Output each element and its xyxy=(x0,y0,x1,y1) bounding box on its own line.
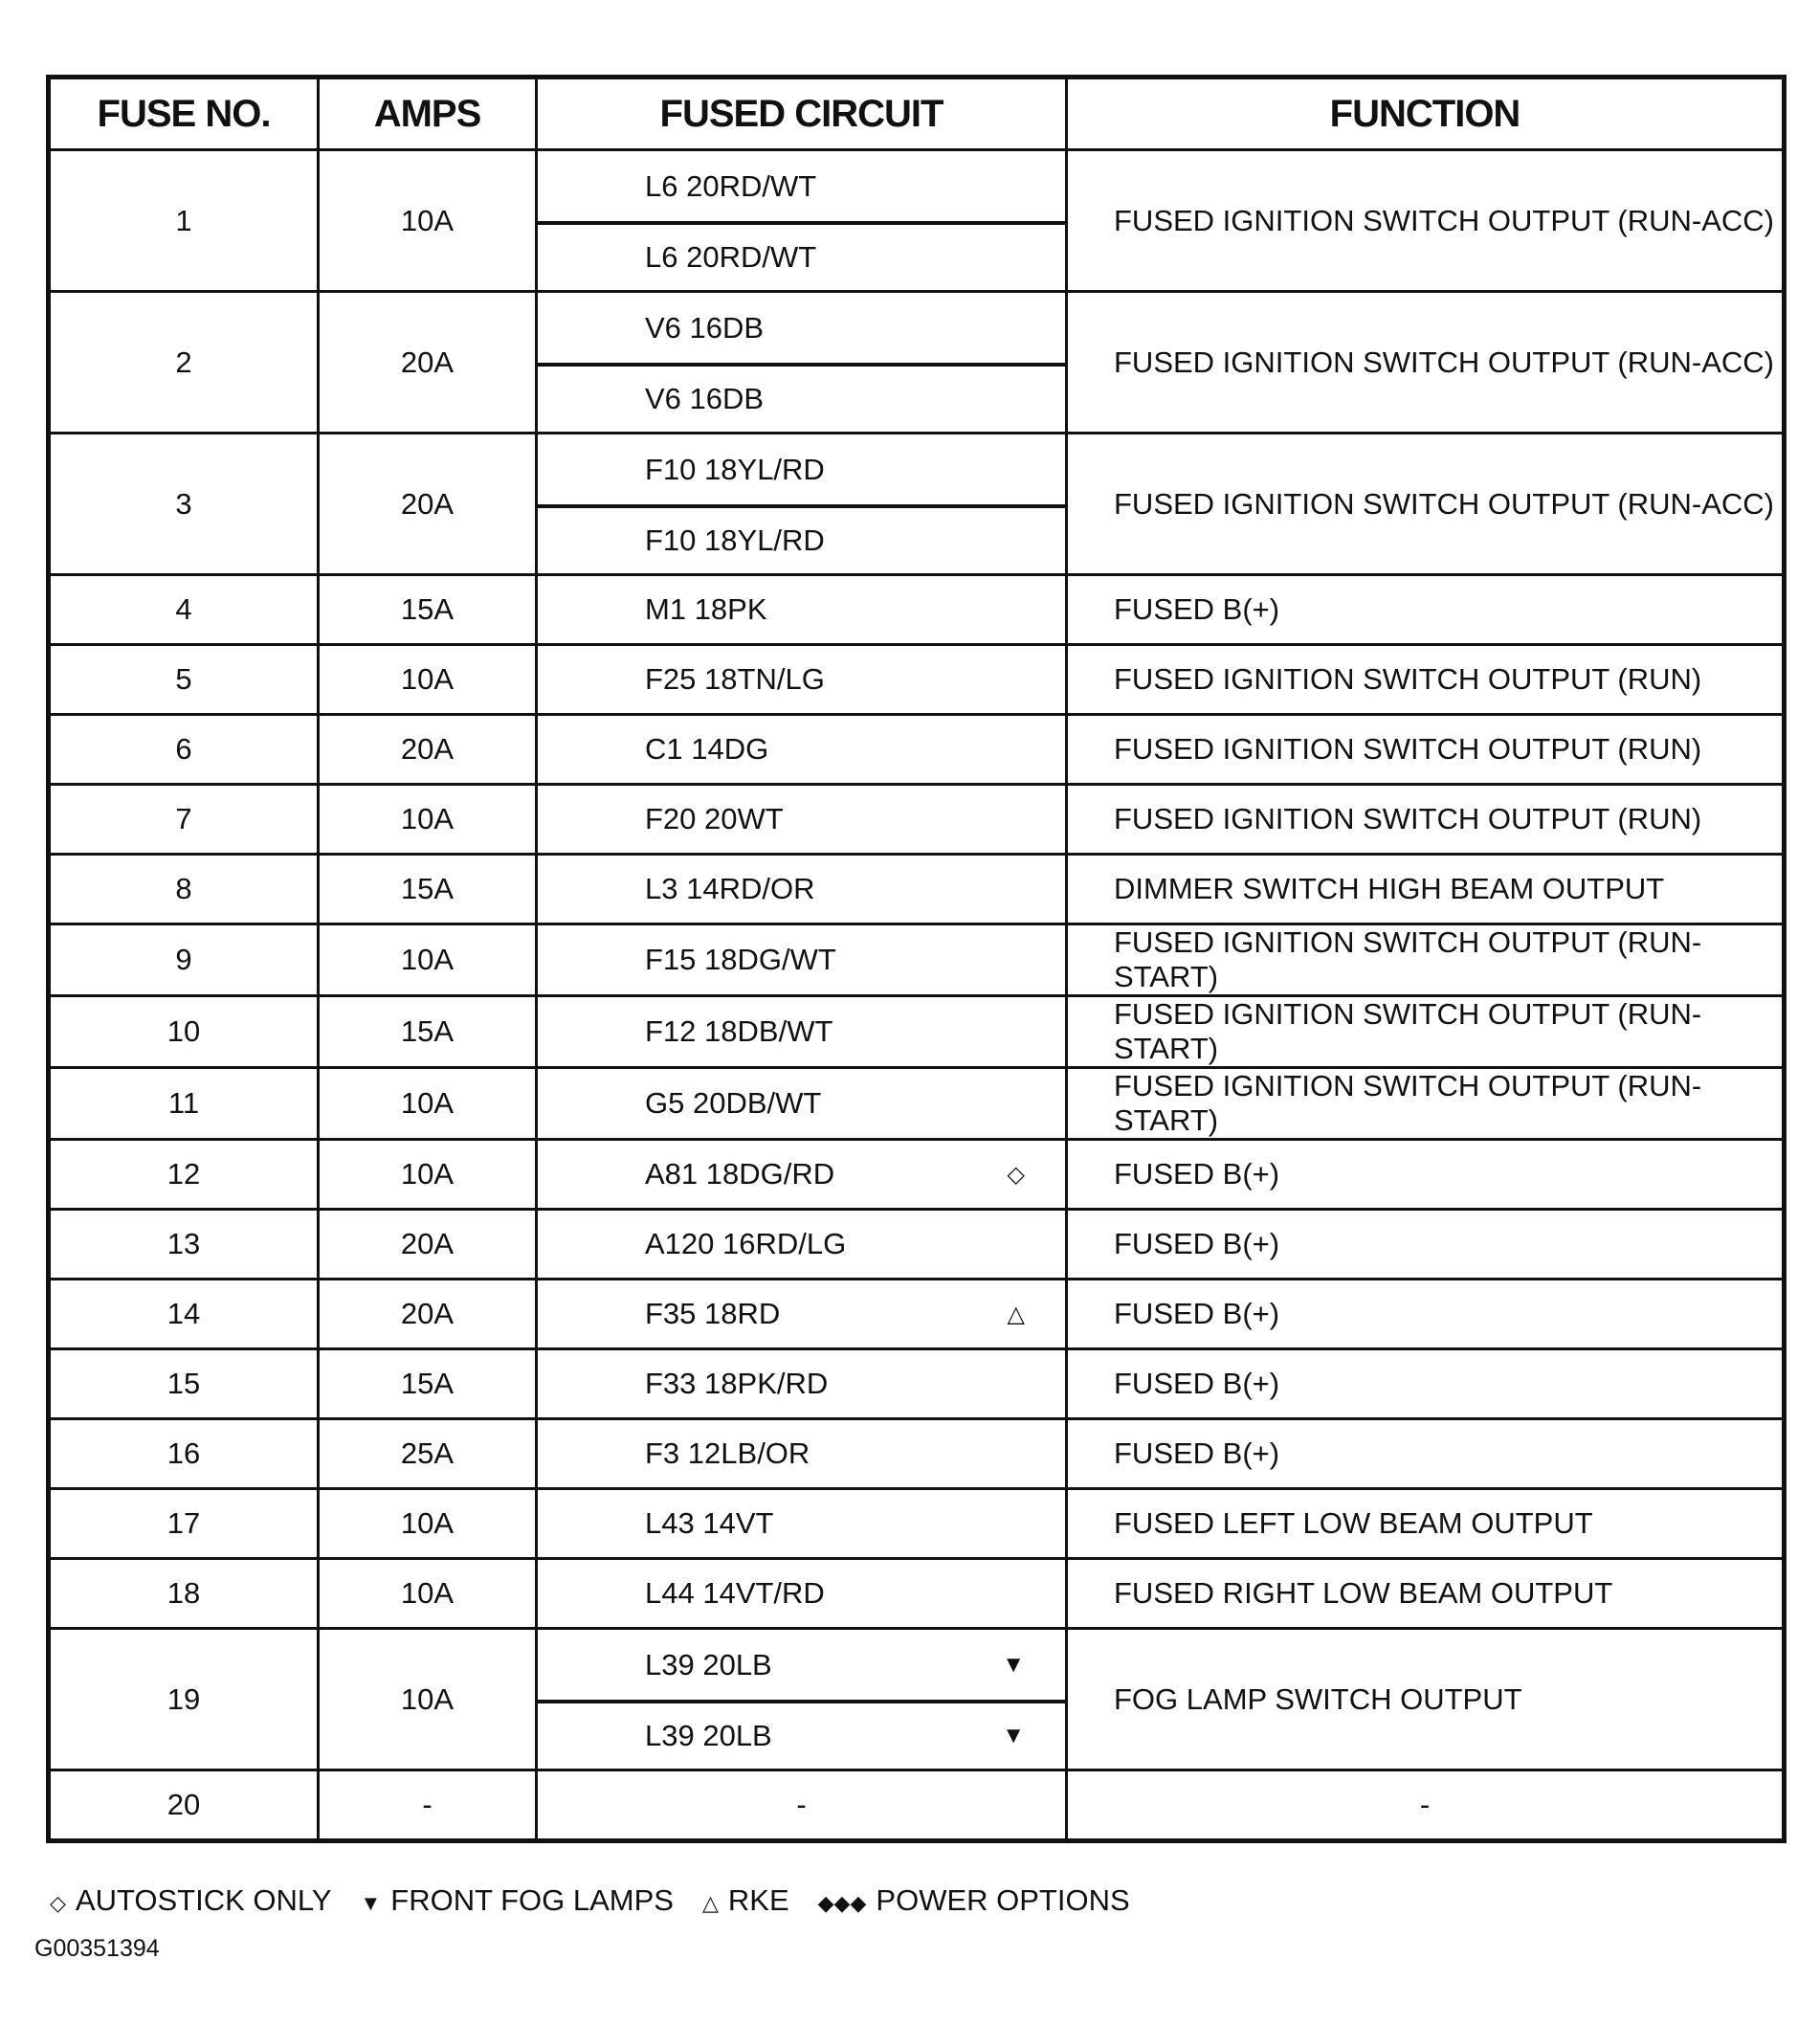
triangle-down-filled-icon: ▼ xyxy=(1002,1651,1025,1678)
amps-cell: 15A xyxy=(319,996,537,1068)
header-function: FUNCTION xyxy=(1067,78,1785,150)
circuit-line xyxy=(538,363,1065,432)
fuse-number-cell: 12 xyxy=(49,1140,319,1210)
amps-cell: 15A xyxy=(319,575,537,645)
fuse-number-cell: 6 xyxy=(49,715,319,785)
fused-circuit-cell xyxy=(537,1210,1067,1280)
fused-circuit-cell xyxy=(537,575,1067,645)
fused-circuit-cell xyxy=(537,1349,1067,1419)
fused-circuit-cell xyxy=(537,1280,1067,1349)
legend-label: AUTOSTICK ONLY xyxy=(75,1883,332,1917)
circuit-code: L6 20RD/WT xyxy=(645,239,817,274)
circuit-code: C1 14DG xyxy=(645,732,769,766)
amps-cell: 10A xyxy=(319,645,537,715)
amps-cell: 15A xyxy=(319,855,537,924)
circuit-line xyxy=(538,1560,1065,1627)
fused-circuit-cell xyxy=(537,1419,1067,1489)
legend-label: FRONT FOG LAMPS xyxy=(390,1883,674,1917)
function-cell: FUSED IGNITION SWITCH OUTPUT (RUN-START) xyxy=(1067,1068,1785,1140)
circuit-code: A120 16RD/LG xyxy=(645,1227,847,1260)
circuit-line xyxy=(538,856,1065,923)
circuit-line xyxy=(538,1070,1065,1137)
fuse-number-cell: 18 xyxy=(49,1559,319,1629)
fuse-number-cell: 19 xyxy=(49,1629,319,1770)
fused-circuit-cell xyxy=(537,1629,1067,1770)
fused-circuit-cell xyxy=(537,715,1067,785)
amps-cell: 10A xyxy=(319,1068,537,1140)
function-cell: FUSED LEFT LOW BEAM OUTPUT xyxy=(1067,1489,1785,1559)
table-row xyxy=(49,1559,1785,1629)
amps-cell: 15A xyxy=(319,1349,537,1419)
fused-circuit-cell xyxy=(537,1489,1067,1559)
circuit-code: F15 18DG/WT xyxy=(645,943,836,976)
function-cell: FUSED IGNITION SWITCH OUTPUT (RUN) xyxy=(1067,785,1785,855)
circuit-code: F35 18RD xyxy=(645,1297,781,1330)
amps-cell: - xyxy=(319,1770,537,1841)
circuit-code: L3 14RD/OR xyxy=(645,872,815,905)
circuit-code: M1 18PK xyxy=(645,592,767,626)
amps-cell: 10A xyxy=(319,924,537,996)
fused-circuit-cell xyxy=(537,1068,1067,1140)
function-cell: FUSED B(+) xyxy=(1067,1140,1785,1210)
table-row xyxy=(49,924,1785,996)
table-row xyxy=(49,150,1785,292)
function-cell: FUSED B(+) xyxy=(1067,1210,1785,1280)
function-cell: FUSED IGNITION SWITCH OUTPUT (RUN-ACC) xyxy=(1067,292,1785,434)
fuse-number-cell: 10 xyxy=(49,996,319,1068)
fuse-number-cell: 11 xyxy=(49,1068,319,1140)
fuse-number-cell: 15 xyxy=(49,1349,319,1419)
circuit-code: A81 18DG/RD xyxy=(645,1157,835,1191)
fuse-number-cell: 1 xyxy=(49,150,319,292)
table-row xyxy=(49,434,1785,575)
circuit-line xyxy=(538,1280,1065,1347)
circuit-line xyxy=(538,1211,1065,1278)
circuit-line xyxy=(538,221,1065,290)
legend-symbol-icon: ◆◆◆ xyxy=(817,1891,867,1915)
circuit-line xyxy=(538,646,1065,713)
table-row xyxy=(49,1489,1785,1559)
header-fuse-no: FUSE NO. xyxy=(49,78,319,150)
triangle-down-filled-icon: ▼ xyxy=(1002,1722,1025,1748)
table-row xyxy=(49,1349,1785,1419)
circuit-line xyxy=(538,1771,1065,1838)
amps-cell: 20A xyxy=(319,715,537,785)
circuit-line xyxy=(538,1631,1065,1700)
table-row xyxy=(49,645,1785,715)
circuit-code: L43 14VT xyxy=(645,1506,774,1540)
function-cell: FUSED IGNITION SWITCH OUTPUT (RUN-ACC) xyxy=(1067,434,1785,575)
fused-circuit-cell xyxy=(537,924,1067,996)
legend-label: POWER OPTIONS xyxy=(876,1883,1130,1917)
function-cell: FUSED B(+) xyxy=(1067,1280,1785,1349)
fuse-number-cell: 7 xyxy=(49,785,319,855)
circuit-code: F33 18PK/RD xyxy=(645,1367,829,1400)
legend-label: RKE xyxy=(727,1883,789,1917)
fuse-number-cell: 17 xyxy=(49,1489,319,1559)
amps-cell: 10A xyxy=(319,1489,537,1559)
table-row xyxy=(49,292,1785,434)
fused-circuit-cell xyxy=(537,292,1067,434)
circuit-code: L6 20RD/WT xyxy=(645,168,817,203)
fuse-number-cell: 13 xyxy=(49,1210,319,1280)
circuit-code: F3 12LB/OR xyxy=(645,1436,810,1470)
circuit-code: V6 16DB xyxy=(645,310,765,345)
circuit-code: F25 18TN/LG xyxy=(645,662,825,696)
circuit-code: G5 20DB/WT xyxy=(645,1086,822,1120)
diamond-outline-icon: ◇ xyxy=(1007,1161,1025,1188)
circuit-line xyxy=(538,576,1065,643)
circuit-code: L39 20LB xyxy=(645,1718,772,1752)
fuse-number-cell: 14 xyxy=(49,1280,319,1349)
fused-circuit-cell xyxy=(537,645,1067,715)
circuit-line xyxy=(538,294,1065,363)
header-fused-circuit: FUSED CIRCUIT xyxy=(537,78,1067,150)
fused-circuit-cell xyxy=(537,996,1067,1068)
fuse-number-cell: 5 xyxy=(49,645,319,715)
amps-cell: 25A xyxy=(319,1419,537,1489)
fuse-table xyxy=(46,75,1787,1843)
legend-item xyxy=(361,1883,674,1918)
legend-item xyxy=(702,1883,789,1918)
table-row xyxy=(49,1210,1785,1280)
legend-item xyxy=(818,1883,1130,1918)
triangle-outline-icon: △ xyxy=(1007,1301,1025,1327)
fuse-number-cell: 4 xyxy=(49,575,319,645)
circuit-code: F12 18DB/WT xyxy=(645,1014,833,1048)
circuit-code: - xyxy=(796,1788,807,1821)
function-cell: FOG LAMP SWITCH OUTPUT xyxy=(1067,1629,1785,1770)
circuit-code: L44 14VT/RD xyxy=(645,1576,825,1610)
header-amps: AMPS xyxy=(319,78,537,150)
legend-symbol-icon: ◇ xyxy=(50,1891,66,1915)
circuit-code: F10 18YL/RD xyxy=(645,452,825,486)
fuse-number-cell: 9 xyxy=(49,924,319,996)
circuit-line xyxy=(538,1490,1065,1557)
circuit-line xyxy=(538,1350,1065,1417)
amps-cell: 10A xyxy=(319,1140,537,1210)
fused-circuit-cell xyxy=(537,150,1067,292)
circuit-code: V6 16DB xyxy=(645,381,765,415)
function-cell: DIMMER SWITCH HIGH BEAM OUTPUT xyxy=(1067,855,1785,924)
fused-circuit-cell xyxy=(537,1140,1067,1210)
amps-cell: 20A xyxy=(319,292,537,434)
table-row xyxy=(49,855,1785,924)
fuse-number-cell: 3 xyxy=(49,434,319,575)
circuit-code: L39 20LB xyxy=(645,1647,772,1681)
circuit-line xyxy=(538,1700,1065,1769)
circuit-line xyxy=(538,1420,1065,1487)
amps-cell: 20A xyxy=(319,434,537,575)
amps-cell: 10A xyxy=(319,785,537,855)
table-row xyxy=(49,1770,1785,1841)
table-row xyxy=(49,1280,1785,1349)
fuse-number-cell: 16 xyxy=(49,1419,319,1489)
circuit-line xyxy=(538,786,1065,853)
fused-circuit-cell xyxy=(537,1559,1067,1629)
function-cell: FUSED B(+) xyxy=(1067,575,1785,645)
legend xyxy=(50,1883,1130,1918)
legend-symbol-icon: ▼ xyxy=(360,1891,382,1915)
table-row xyxy=(49,1629,1785,1770)
table-row xyxy=(49,1419,1785,1489)
table-row xyxy=(49,575,1785,645)
circuit-code: F10 18YL/RD xyxy=(645,523,825,557)
circuit-line xyxy=(538,1141,1065,1208)
function-cell: FUSED RIGHT LOW BEAM OUTPUT xyxy=(1067,1559,1785,1629)
function-cell: FUSED B(+) xyxy=(1067,1419,1785,1489)
fused-circuit-cell xyxy=(537,434,1067,575)
circuit-line xyxy=(538,926,1065,993)
fused-circuit-cell xyxy=(537,1770,1067,1841)
table-row xyxy=(49,1068,1785,1140)
table-row xyxy=(49,996,1785,1068)
function-cell: - xyxy=(1067,1770,1785,1841)
function-cell: FUSED IGNITION SWITCH OUTPUT (RUN) xyxy=(1067,715,1785,785)
function-cell: FUSED IGNITION SWITCH OUTPUT (RUN-ACC) xyxy=(1067,150,1785,292)
function-cell: FUSED IGNITION SWITCH OUTPUT (RUN-START) xyxy=(1067,996,1785,1068)
circuit-line xyxy=(538,152,1065,221)
function-cell: FUSED B(+) xyxy=(1067,1349,1785,1419)
amps-cell: 20A xyxy=(319,1280,537,1349)
fuse-number-cell: 20 xyxy=(49,1770,319,1841)
fused-circuit-cell xyxy=(537,785,1067,855)
function-cell: FUSED IGNITION SWITCH OUTPUT (RUN-START) xyxy=(1067,924,1785,996)
legend-symbol-icon: △ xyxy=(701,1891,719,1915)
circuit-code: F20 20WT xyxy=(645,802,784,835)
table-row xyxy=(49,785,1785,855)
fuse-number-cell: 2 xyxy=(49,292,319,434)
fuse-table-body xyxy=(49,150,1785,1841)
circuit-line xyxy=(538,435,1065,504)
function-cell: FUSED IGNITION SWITCH OUTPUT (RUN) xyxy=(1067,645,1785,715)
fuse-number-cell: 8 xyxy=(49,855,319,924)
figure-id: G00351394 xyxy=(34,1935,160,1962)
table-header-row xyxy=(49,78,1785,150)
circuit-line xyxy=(538,716,1065,783)
amps-cell: 20A xyxy=(319,1210,537,1280)
legend-item xyxy=(50,1883,332,1918)
table-row xyxy=(49,1140,1785,1210)
circuit-line xyxy=(538,998,1065,1065)
amps-cell: 10A xyxy=(319,1559,537,1629)
fused-circuit-cell xyxy=(537,855,1067,924)
table-row xyxy=(49,715,1785,785)
amps-cell: 10A xyxy=(319,1629,537,1770)
amps-cell: 10A xyxy=(319,150,537,292)
circuit-line xyxy=(538,504,1065,573)
